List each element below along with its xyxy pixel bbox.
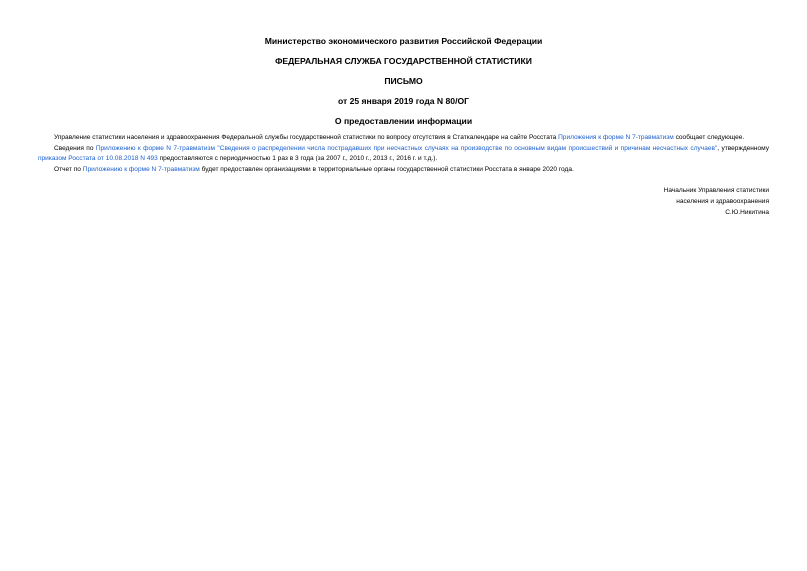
paragraph-3	[38, 165, 769, 176]
paragraph-text: Управление статистики населения и здравоохранения Федеральной службы государственной статистики по вопросу отсутствия в Статкалендаре на сайте Росстата	[54, 134, 559, 141]
paragraph-1	[38, 133, 769, 144]
document-page	[38, 0, 769, 571]
paragraph-text: Сведения по	[54, 144, 96, 152]
signature-name: С.Ю.Никитина	[725, 209, 769, 216]
document-date-number: от 25 января 2019 года N 80/ОГ	[337, 96, 470, 106]
paragraph-text: , утвержденному	[717, 144, 769, 152]
document-type: ПИСЬМО	[384, 76, 423, 86]
paragraph-text: предоставляются с периодичностью 1 раз в 3 года (за 2007 г., 2010 г., 2013 г., 2016 г. и т.д.).	[157, 155, 438, 162]
paragraph-text: будет предоставлен организациями в территориальные органы государственной статистики Росстата в январе 2020 года.	[199, 165, 574, 173]
link-injury-distribution-info[interactable]: "Сведения о распределении числа пострадавших при несчастных случаях на производстве по основным видам происшествий и причинам несчастных случаев"	[217, 144, 718, 152]
paragraph-text: сообщает следующее.	[673, 134, 745, 141]
paragraph-text: Отчет по	[54, 165, 83, 173]
document-subject: О предоставлении информации	[334, 116, 473, 126]
paragraph-2	[38, 144, 769, 165]
link-rosstat-order[interactable]: приказом Росстата от 10.08.2018 N 493	[38, 155, 158, 162]
link-form-7-appendix[interactable]: Приложению к форме N 7-травматизм	[95, 144, 216, 152]
agency-title: ФЕДЕРАЛЬНАЯ СЛУЖБА ГОСУДАРСТВЕННОЙ СТАТИСТИКИ	[275, 56, 532, 66]
link-form-7-appendix[interactable]: Приложению к форме N 7-травматизм	[82, 165, 200, 173]
document-body	[38, 133, 769, 175]
signature-position-line-2: населения и здравоохранения	[676, 198, 769, 205]
link-form-7-appendix[interactable]: Приложения к форме N 7-травматизм	[558, 134, 674, 141]
signature-position-line-1: Начальник Управления статистики	[663, 187, 769, 194]
ministry-title: Министерство экономического развития Российской Федерации	[264, 36, 543, 46]
